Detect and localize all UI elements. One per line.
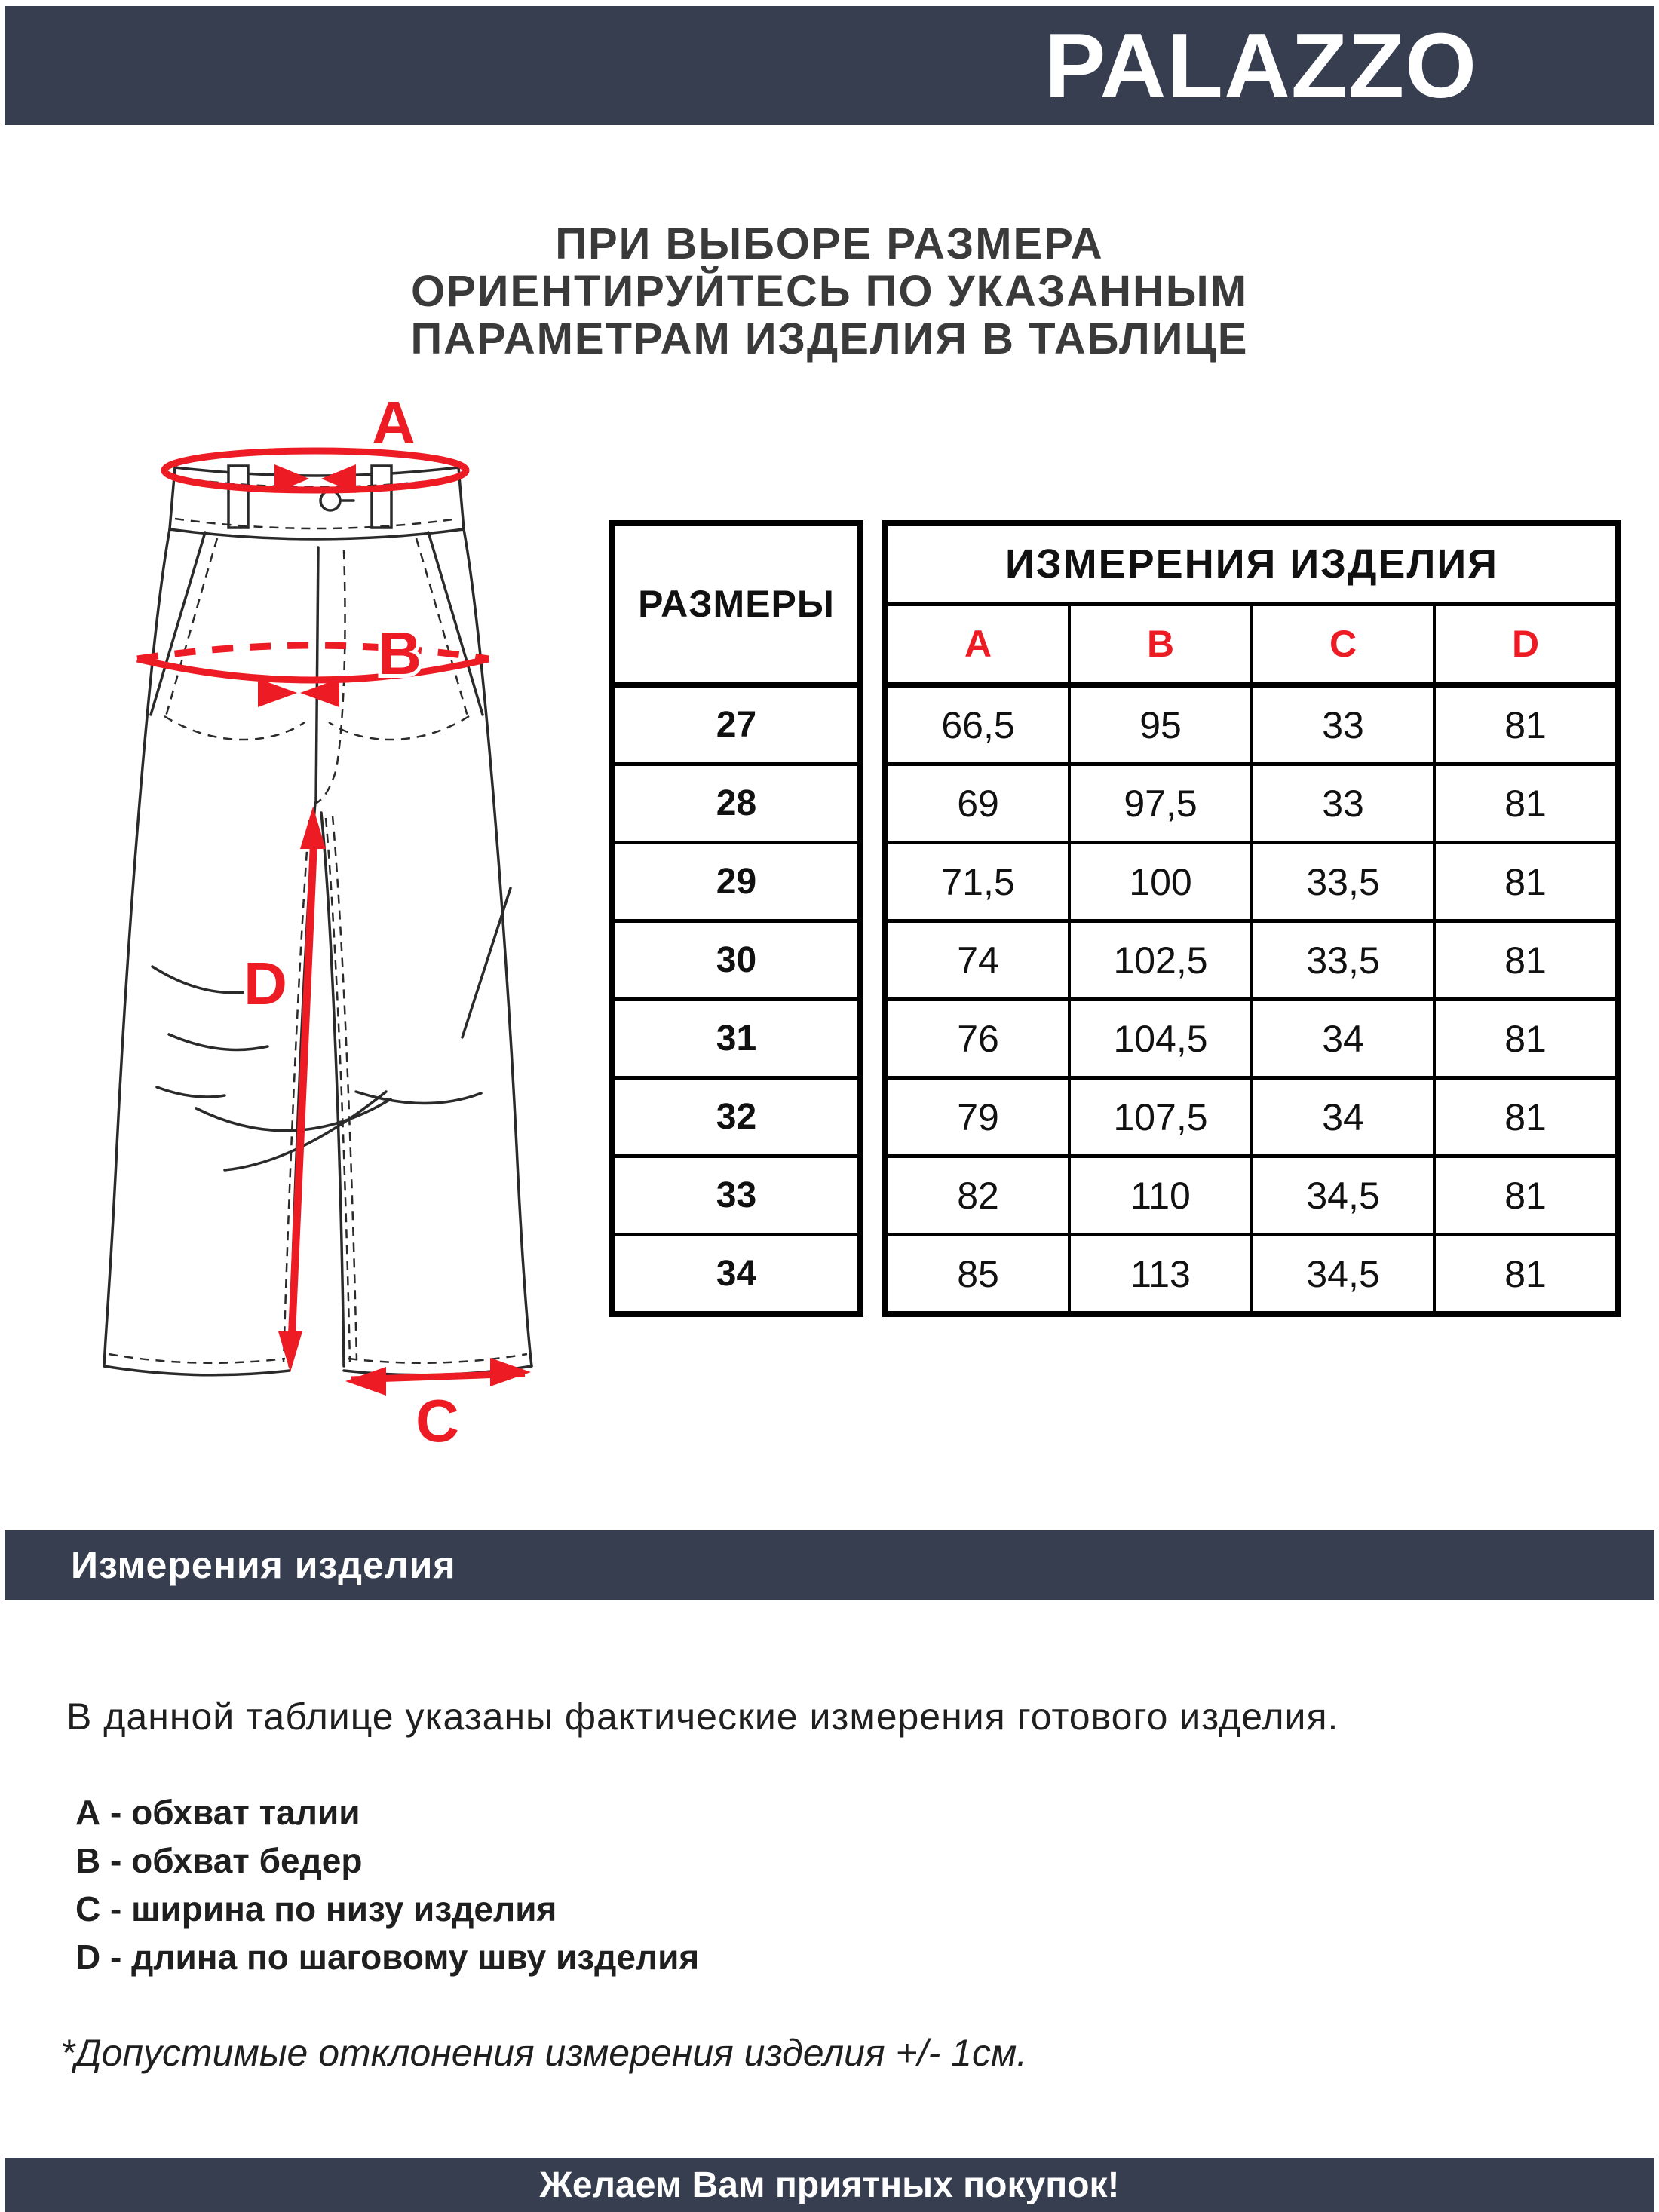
measure-cell-a: 66,5 (941, 703, 1015, 746)
measure-cell-c: 34 (1250, 1001, 1433, 1076)
measurement-marks (137, 392, 531, 1448)
measure-row (888, 688, 1615, 762)
size-row-cell: 29 (615, 841, 857, 919)
measure-cell-a: 74 (957, 939, 999, 982)
measure-row (888, 1076, 1615, 1154)
measure-cell-c: 33,5 (1250, 923, 1433, 997)
measure-cell-d: 81 (1433, 1001, 1615, 1076)
measurements-column-header-row (888, 606, 1615, 688)
measure-cell-d: 81 (1433, 844, 1615, 919)
sizes-table-header: РАЗМЕРЫ (615, 526, 857, 688)
tolerance-note: *Допустимые отклонения измерения изделия +/- 1см. (60, 2032, 1028, 2074)
section-bar-title: Измерения изделия (71, 1544, 456, 1586)
measure-cell-d: 81 (1433, 1158, 1615, 1233)
measurements-table (882, 520, 1621, 1317)
footer-bar (5, 2158, 1654, 2212)
legend-item-a: А - обхват талии (75, 1793, 360, 1832)
hem-arrowhead-right (490, 1358, 531, 1386)
size-rows (615, 688, 857, 1311)
measure-cell-d: 81 (1433, 923, 1615, 997)
measure-cell-c: 33 (1250, 766, 1433, 841)
column-header-b: B (1068, 606, 1250, 682)
measurement-legend (75, 1788, 699, 1981)
measure-row (888, 1233, 1615, 1311)
intro-title-line: ПРИ ВЫБОРЕ РАЗМЕРА (555, 219, 1104, 268)
measure-cell-a: 85 (957, 1252, 999, 1295)
column-header-c: C (1250, 606, 1433, 682)
size-row-cell: 34 (615, 1233, 857, 1311)
measure-cell-b: 95 (1068, 688, 1250, 762)
measure-cell-c: 34,5 (1250, 1158, 1433, 1233)
measure-cell-c: 34,5 (1250, 1236, 1433, 1311)
measure-cell-b: 107,5 (1068, 1080, 1250, 1154)
diagram-label-d: D (244, 950, 287, 1017)
hip-measure-ellipse-b (137, 659, 489, 680)
measure-cell-b: 100 (1068, 844, 1250, 919)
pants-technical-drawing (45, 392, 573, 1448)
size-row-cell: 32 (615, 1076, 857, 1154)
measurements-table-header: ИЗМЕРЕНИЯ ИЗДЕЛИЯ (888, 526, 1615, 606)
pants-outline (104, 466, 532, 1375)
intro-title-line: ОРИЕНТИРУЙТЕСЬ ПО УКАЗАННЫМ (410, 267, 1249, 316)
table-description: В данной таблице указаны фактические измерения готового изделия. (66, 1696, 1339, 1738)
measure-cell-d: 81 (1433, 766, 1615, 841)
section-bar (5, 1530, 1654, 1600)
column-header-a: A (964, 623, 992, 665)
measure-cell-d: 81 (1433, 1080, 1615, 1154)
hip-measure-ellipse-b-dashed (137, 645, 489, 659)
legend-item-c: С - ширина по низу изделия (75, 1889, 557, 1929)
measure-cell-b: 113 (1068, 1236, 1250, 1311)
measure-cell-b: 110 (1068, 1158, 1250, 1233)
measure-row (888, 841, 1615, 919)
measure-row (888, 1154, 1615, 1233)
measure-cell-a: 79 (957, 1095, 999, 1138)
measure-cell-c: 33,5 (1250, 844, 1433, 919)
measure-cell-b: 102,5 (1068, 923, 1250, 997)
diagram-label-c: C (416, 1387, 459, 1448)
size-row-cell: 30 (615, 919, 857, 997)
inseam-arrowhead-down (278, 1331, 302, 1372)
intro-title-line: ПАРАМЕТРАМ ИЗДЕЛИЯ В ТАБЛИЦЕ (410, 314, 1249, 363)
measure-row (888, 762, 1615, 841)
measure-cell-a: 82 (957, 1174, 999, 1217)
measure-cell-b: 97,5 (1068, 766, 1250, 841)
column-header-d: D (1433, 606, 1615, 682)
waist-button (320, 491, 340, 510)
diagram-label-b: B (378, 620, 422, 687)
sizes-table (609, 520, 863, 1317)
measure-cell-d: 81 (1433, 688, 1615, 762)
diagram-label-a: A (372, 392, 416, 456)
legend-item-b: В - обхват бедер (75, 1841, 363, 1880)
intro-title (0, 220, 1659, 363)
measure-cell-b: 104,5 (1068, 1001, 1250, 1076)
measure-cell-a: 71,5 (941, 860, 1015, 903)
size-row-cell: 27 (716, 705, 757, 745)
measure-cell-c: 34 (1250, 1080, 1433, 1154)
measure-cell-a: 76 (957, 1017, 999, 1060)
measure-rows (888, 688, 1615, 1311)
footer-message: Желаем Вам приятных покупок! (539, 2165, 1120, 2205)
measure-cell-a: 69 (957, 782, 999, 825)
measure-cell-d: 81 (1433, 1236, 1615, 1311)
brand-logo: PALAZZO (1044, 14, 1477, 117)
measure-row (888, 997, 1615, 1076)
size-row-cell: 33 (615, 1154, 857, 1233)
size-row-cell: 31 (615, 997, 857, 1076)
measure-row (888, 919, 1615, 997)
measure-cell-c: 33 (1250, 688, 1433, 762)
brand-header-bar (5, 6, 1654, 125)
size-row-cell: 28 (615, 762, 857, 841)
legend-item-d: D - длина по шаговому шву изделия (75, 1938, 700, 1977)
